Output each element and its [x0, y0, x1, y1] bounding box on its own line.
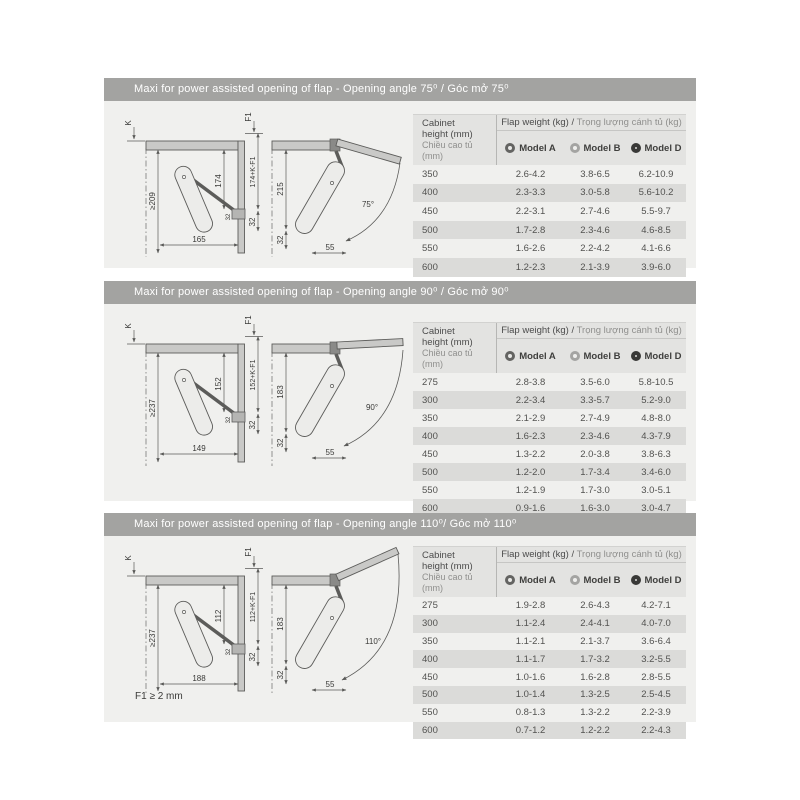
weight-range-cell: 1.1-2.4 [515, 618, 546, 630]
dim-pivot-formula: 112+K-F1 [250, 591, 257, 623]
dim-f1: F1 [244, 547, 253, 557]
weight-range-cell: 2.0-3.8 [580, 448, 610, 460]
stay-arm-closed [172, 164, 245, 235]
weight-range-cell: 2.2-4.2 [580, 243, 610, 255]
model-d-header: Model D [626, 575, 686, 586]
weight-range-cell: 3.8-6.3 [641, 448, 671, 460]
cabinet-height-cell: 350 [422, 412, 438, 424]
weight-range-cell: 1.2-2.0 [515, 466, 546, 478]
cabinet-height-cell: 275 [422, 600, 438, 612]
table-row [413, 650, 686, 668]
dim-pivot-formula: 174+K-F1 [250, 156, 257, 188]
weight-range-cell: 2.3-3.3 [515, 187, 546, 199]
ring-light-icon [570, 351, 580, 361]
technical-diagram-75 [104, 101, 404, 267]
disc-filled-icon [631, 575, 641, 585]
flap-open [336, 547, 399, 580]
weight-range-cell: 0.8-1.3 [515, 707, 546, 719]
weight-range-cell: 5.6-10.2 [638, 187, 674, 199]
cabinet-top-panel [146, 344, 238, 353]
section-body [104, 304, 696, 514]
flap-weight-header: Flap weight (kg) / Trọng lượng cánh tủ (kg) [497, 323, 686, 339]
stay-arm-closed [172, 367, 245, 438]
cabinet-height-cell: 450 [422, 205, 438, 217]
dim-open-front-height: 215 [276, 182, 285, 196]
flap-weight-header: Flap weight (kg) / Trọng lượng cánh tủ (kg) [497, 547, 686, 563]
dim-open-bottom-gap: 32 [276, 235, 285, 245]
table-row [413, 427, 686, 445]
weight-range-cell: 2.5-4.5 [641, 689, 671, 701]
model-b-header: Model B [564, 575, 626, 586]
table-header [413, 546, 686, 597]
model-header-row [497, 131, 686, 165]
table-body [413, 165, 686, 277]
weight-range-cell: 4.3-7.9 [641, 430, 671, 442]
weight-range-cell: 3.0-5.8 [580, 187, 610, 199]
cabinet-height-cell: 350 [422, 635, 438, 647]
weight-range-cell: 1.1-2.1 [515, 635, 546, 647]
cabinet-top-panel [272, 576, 336, 585]
section-title-bar: Maxi for power assisted opening of flap - Opening angle 110⁰/ Góc mở 110⁰ [104, 513, 696, 536]
weight-range-cell: 3.4-6.0 [641, 466, 671, 478]
weight-range-cell: 4.2-7.1 [641, 600, 671, 612]
flap-weight-header: Flap weight (kg) / Trọng lượng cánh tủ (kg) [497, 115, 686, 131]
model-a-header: Model A [497, 143, 564, 154]
weight-range-cell: 3.2-5.5 [641, 653, 671, 665]
table-row [413, 481, 686, 499]
weight-range-cell: 2.1-3.9 [580, 261, 610, 273]
weight-range-cell: 5.5-9.7 [641, 205, 671, 217]
weight-range-cell: 2.7-4.9 [580, 412, 610, 424]
weight-range-cell: 1.6-3.0 [580, 502, 610, 514]
weight-range-cell: 1.1-1.7 [515, 653, 546, 665]
flap-closed [238, 344, 245, 462]
dim-k: K [124, 323, 133, 329]
cabinet-height-cell: 300 [422, 394, 438, 406]
model-a-header: Model A [497, 575, 564, 586]
weight-range-cell: 3.9-6.0 [641, 261, 671, 273]
flap-open [336, 139, 401, 164]
cabinet-height-cell: 550 [422, 484, 438, 496]
weight-range-cell: 4.0-7.0 [641, 618, 671, 630]
dim-open-bottom-gap: 32 [276, 438, 285, 448]
weight-range-cell: 2.3-4.6 [580, 430, 610, 442]
flap-open [337, 339, 403, 349]
table-row [413, 373, 686, 391]
table-row [413, 722, 686, 740]
model-d-header: Model D [626, 351, 686, 362]
weight-range-cell: 4.1-6.6 [641, 243, 671, 255]
weight-range-cell: 1.2-1.9 [515, 484, 546, 496]
weight-range-cell: 2.3-4.6 [580, 224, 610, 236]
dim-k: K [124, 120, 133, 126]
weight-range-cell: 2.6-4.2 [515, 168, 546, 180]
table-row [413, 391, 686, 409]
cabinet-height-cell: 450 [422, 448, 438, 460]
dim-f1: F1 [244, 112, 253, 122]
dim-open-angle: 90° [365, 403, 379, 412]
dim-overall-height: ≥209 [148, 192, 157, 210]
mounting-plate [232, 209, 245, 219]
cabinet-top-panel [146, 141, 238, 150]
table-body [413, 597, 686, 739]
ring-dark-icon [505, 575, 515, 585]
weight-range-cell: 0.9-1.6 [515, 502, 546, 514]
dim-bottom-gap: 32 [248, 420, 257, 430]
table-row [413, 221, 686, 240]
cabinet-height-cell: 600 [422, 502, 438, 514]
weight-range-cell: 1.6-2.3 [515, 430, 546, 442]
cabinet-height-cell: 400 [422, 430, 438, 442]
dim-open-foot-depth: 55 [325, 448, 335, 457]
dim-bottom-gap: 32 [248, 652, 257, 662]
dim-k: K [124, 555, 133, 561]
weight-range-cell: 1.6-2.8 [580, 671, 610, 683]
table-header [413, 114, 686, 165]
cabinet-height-cell: 500 [422, 466, 438, 478]
weight-range-cell: 0.7-1.2 [515, 724, 546, 736]
table-row [413, 668, 686, 686]
cabinet-height-cell: 300 [422, 618, 438, 630]
cabinet-height-header: Cabinet height (mm) Chiều cao tủ (mm) [422, 326, 473, 369]
weight-range-cell: 2.1-3.7 [580, 635, 610, 647]
technical-diagram-90 [104, 304, 404, 480]
mounting-plate [232, 412, 245, 422]
flap-weight-header-group [496, 323, 686, 373]
section-title-bar: Maxi for power assisted opening of flap - Opening angle 90⁰ / Góc mở 90⁰ [104, 281, 696, 304]
weight-range-cell: 1.3-2.2 [580, 707, 610, 719]
stay-arm-closed [172, 599, 245, 670]
dim-plate-height: 32 [226, 416, 232, 424]
weight-range-cell: 2.6-4.3 [580, 600, 610, 612]
dim-depth: 149 [192, 444, 206, 453]
flap-closed [238, 141, 245, 253]
dim-plate-height: 32 [226, 213, 232, 221]
section-body [104, 536, 696, 736]
dim-open-foot-depth: 55 [325, 680, 335, 689]
cabinet-top-panel [146, 576, 238, 585]
dim-overall-height: ≥237 [148, 399, 157, 417]
cabinet-height-header: Cabinet height (mm) Chiều cao tủ (mm) [422, 118, 473, 161]
dim-pivot-height: 152 [214, 377, 223, 391]
cabinet-height-header: Cabinet height (mm) Chiều cao tủ (mm) [422, 550, 473, 593]
cabinet-height-cell: 550 [422, 243, 438, 255]
cabinet-height-cell: 600 [422, 261, 438, 273]
weight-range-cell: 3.5-6.0 [580, 376, 610, 388]
dim-pivot-height: 112 [214, 609, 223, 623]
flap-weight-table [413, 114, 686, 277]
weight-range-cell: 1.7-3.4 [580, 466, 610, 478]
cabinet-height-cell: 500 [422, 689, 438, 701]
weight-range-cell: 2.2-3.9 [641, 707, 671, 719]
weight-range-cell: 2.8-5.5 [641, 671, 671, 683]
dim-open-bottom-gap: 32 [276, 670, 285, 680]
cabinet-top-panel [272, 344, 336, 353]
dim-open-front-height: 183 [276, 385, 285, 399]
cabinet-height-cell: 450 [422, 671, 438, 683]
cabinet-height-cell: 550 [422, 707, 438, 719]
weight-range-cell: 1.2-2.3 [515, 261, 546, 273]
disc-filled-icon [631, 143, 641, 153]
technical-diagram-110 [104, 536, 404, 712]
model-header-row [497, 339, 686, 373]
dim-open-angle: 110° [365, 637, 381, 646]
model-b-header: Model B [564, 351, 626, 362]
dim-depth: 165 [192, 235, 206, 244]
table-header [413, 322, 686, 373]
weight-range-cell: 4.6-8.5 [641, 224, 671, 236]
table-row [413, 239, 686, 258]
table-row [413, 258, 686, 277]
dim-overall-height: ≥237 [148, 629, 157, 647]
weight-range-cell: 3.6-6.4 [641, 635, 671, 647]
weight-range-cell: 2.2-3.4 [515, 394, 546, 406]
dim-depth: 188 [192, 674, 206, 683]
weight-range-cell: 1.2-2.2 [580, 724, 610, 736]
dim-f1: F1 [244, 315, 253, 325]
ring-dark-icon [505, 351, 515, 361]
cabinet-top-panel [272, 141, 336, 150]
section-angle-75 [104, 78, 696, 273]
mounting-plate [232, 644, 245, 654]
model-a-header: Model A [497, 351, 564, 362]
weight-range-cell: 5.8-10.5 [638, 376, 674, 388]
section-body [104, 101, 696, 273]
weight-range-cell: 1.7-2.8 [515, 224, 546, 236]
weight-range-cell: 1.3-2.2 [515, 448, 546, 460]
weight-range-cell: 3.0-5.1 [641, 484, 671, 496]
weight-range-cell: 1.3-2.5 [580, 689, 610, 701]
cabinet-height-cell: 350 [422, 168, 438, 180]
weight-range-cell: 4.8-8.0 [641, 412, 671, 424]
stay-arm-open [292, 586, 348, 672]
dim-open-angle: 75° [361, 200, 375, 209]
disc-filled-icon [631, 351, 641, 361]
model-d-header: Model D [626, 143, 686, 154]
dim-pivot-formula: 152+K-F1 [250, 359, 257, 391]
table-row [413, 445, 686, 463]
weight-range-cell: 1.7-3.0 [580, 484, 610, 496]
weight-range-cell: 3.0-4.7 [641, 502, 671, 514]
dim-pivot-height: 174 [214, 174, 223, 188]
table-row [413, 463, 686, 481]
ring-light-icon [570, 575, 580, 585]
section-angle-110 [104, 513, 696, 736]
table-row [413, 165, 686, 184]
weight-range-cell: 2.4-4.1 [580, 618, 610, 630]
weight-range-cell: 1.0-1.6 [515, 671, 546, 683]
table-row [413, 704, 686, 722]
opening-angle-arc [344, 350, 403, 446]
section-title-bar: Maxi for power assisted opening of flap - Opening angle 75⁰ / Góc mở 75⁰ [104, 78, 696, 101]
weight-range-cell: 1.9-2.8 [515, 600, 546, 612]
cabinet-height-cell: 400 [422, 187, 438, 199]
table-row [413, 202, 686, 221]
flap-weight-header-group [496, 115, 686, 165]
cabinet-height-cell: 275 [422, 376, 438, 388]
weight-range-cell: 1.0-1.4 [515, 689, 546, 701]
weight-range-cell: 3.3-5.7 [580, 394, 610, 406]
flap-weight-table [413, 546, 686, 739]
dim-plate-height: 32 [226, 648, 232, 656]
ring-dark-icon [505, 143, 515, 153]
model-header-row [497, 563, 686, 597]
f1-minimum-note: F1 ≥ 2 mm [135, 691, 183, 702]
weight-range-cell: 2.2-4.3 [641, 724, 671, 736]
cabinet-height-cell: 600 [422, 724, 438, 736]
table-row [413, 686, 686, 704]
flap-weight-header-group [496, 547, 686, 597]
weight-range-cell: 2.2-3.1 [515, 205, 546, 217]
cabinet-height-cell: 400 [422, 653, 438, 665]
weight-range-cell: 3.8-6.5 [580, 168, 610, 180]
flap-closed [238, 576, 245, 691]
dim-bottom-gap: 32 [248, 217, 257, 227]
flap-weight-table [413, 322, 686, 517]
table-row [413, 597, 686, 615]
table-row [413, 409, 686, 427]
weight-range-cell: 5.2-9.0 [641, 394, 671, 406]
cabinet-height-cell: 500 [422, 224, 438, 236]
stay-arm-open [292, 354, 348, 440]
table-row [413, 633, 686, 651]
table-body [413, 373, 686, 517]
model-b-header: Model B [564, 143, 626, 154]
weight-range-cell: 2.8-3.8 [515, 376, 546, 388]
ring-light-icon [570, 143, 580, 153]
weight-range-cell: 6.2-10.9 [638, 168, 674, 180]
weight-range-cell: 1.6-2.6 [515, 243, 546, 255]
dim-open-front-height: 183 [276, 617, 285, 631]
weight-range-cell: 2.1-2.9 [515, 412, 546, 424]
table-row [413, 184, 686, 203]
dim-open-foot-depth: 55 [325, 243, 335, 252]
weight-range-cell: 2.7-4.6 [580, 205, 610, 217]
weight-range-cell: 1.7-3.2 [580, 653, 610, 665]
section-angle-90 [104, 281, 696, 514]
table-row [413, 615, 686, 633]
stay-arm-open [292, 151, 348, 237]
